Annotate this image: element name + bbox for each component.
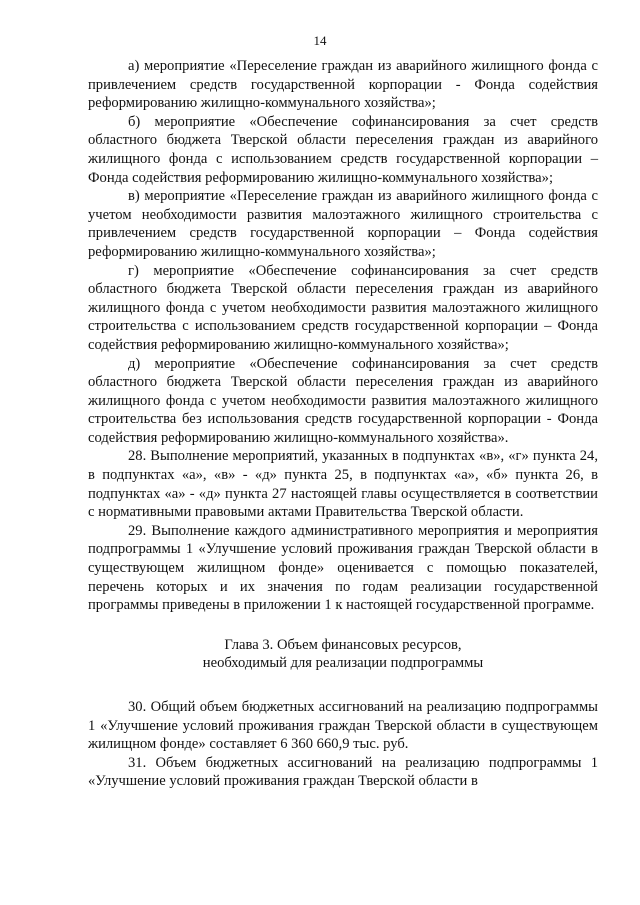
chapter-heading-line-1: Глава 3. Объем финансовых ресурсов,	[224, 636, 462, 653]
paragraph-measure-v: в) мероприятие «Переселение граждан из аварийного жилищного фонда с учетом необходимости развития малоэтажного жилищного строительства с привлечением средств государственной корпорации – Фонда содействия реформированию жилищно-коммунального хозяйства»;	[88, 188, 598, 260]
chapter-heading	[88, 636, 598, 673]
paragraph-measure-d: д) мероприятие «Обеспечение софинансирования за счет средств областного бюджета Тверской области переселения граждан из аварийного жилищного фонда с учетом необходимости развития малоэтажного жилищного строительства без использования средств государственной корпорации - Фонда содействия реформированию жилищно-коммунального хозяйства».	[88, 355, 598, 446]
paragraph-item-29: 29. Выполнение каждого административного мероприятия и мероприятия подпрограммы 1 «Улучшение условий проживания граждан Тверской области в существующем жилищном фонде» оценивается с помощью показателей, перечень которых и их значения по годам реализации государственной программы приведены в приложении 1 к настоящей государственной программе.	[88, 522, 598, 614]
chapter-heading-line-2: необходимый для реализации подпрограммы	[202, 655, 484, 672]
paragraph-item-30: 30. Общий объем бюджетных ассигнований на реализацию подпрограммы 1 «Улучшение условий проживания граждан Тверской области в существующем жилищном фонде» составляет 6 360 660,9 тыс. руб.	[88, 699, 598, 753]
paragraph-measure-g: г) мероприятие «Обеспечение софинансирования за счет средств областного бюджета Тверской области переселения граждан из аварийного жилищного фонда с учетом необходимости развития малоэтажного жилищного строительства с использованием средств государственной корпорации – Фонда содействия реформированию жилищно-коммунального хозяйства»;	[88, 262, 598, 353]
page-number: 14	[313, 33, 327, 48]
paragraph-measure-b: б) мероприятие «Обеспечение софинансирования за счет средств областного бюджета Тверской области переселения граждан из аварийного жилищного фонда с использованием средств государственной корпорации – Фонда содействия реформированию жилищно-коммунального хозяйства»;	[88, 113, 598, 186]
paragraph-item-28: 28. Выполнение мероприятий, указанных в подпунктах «в», «г» пункта 24, в подпунктах «а», «в» - «д» пункта 25, в подпунктах «а», «б» пункта 26, в подпунктах «а» - «д» пункта 27 настоящей главы осуществляется в соответствии с нормативными правовыми актами Правительства Тверской области.	[88, 448, 598, 521]
document-body	[88, 57, 598, 791]
paragraph-measure-a: а) мероприятие «Переселение граждан из аварийного жилищного фонда с привлечением средств государственной корпорации - Фонда содействия реформированию жилищно-коммунального хозяйства»;	[88, 58, 598, 112]
paragraph-item-31: 31. Объем бюджетных ассигнований на реализацию подпрограммы 1 «Улучшение условий проживания граждан Тверской области в	[88, 754, 598, 790]
